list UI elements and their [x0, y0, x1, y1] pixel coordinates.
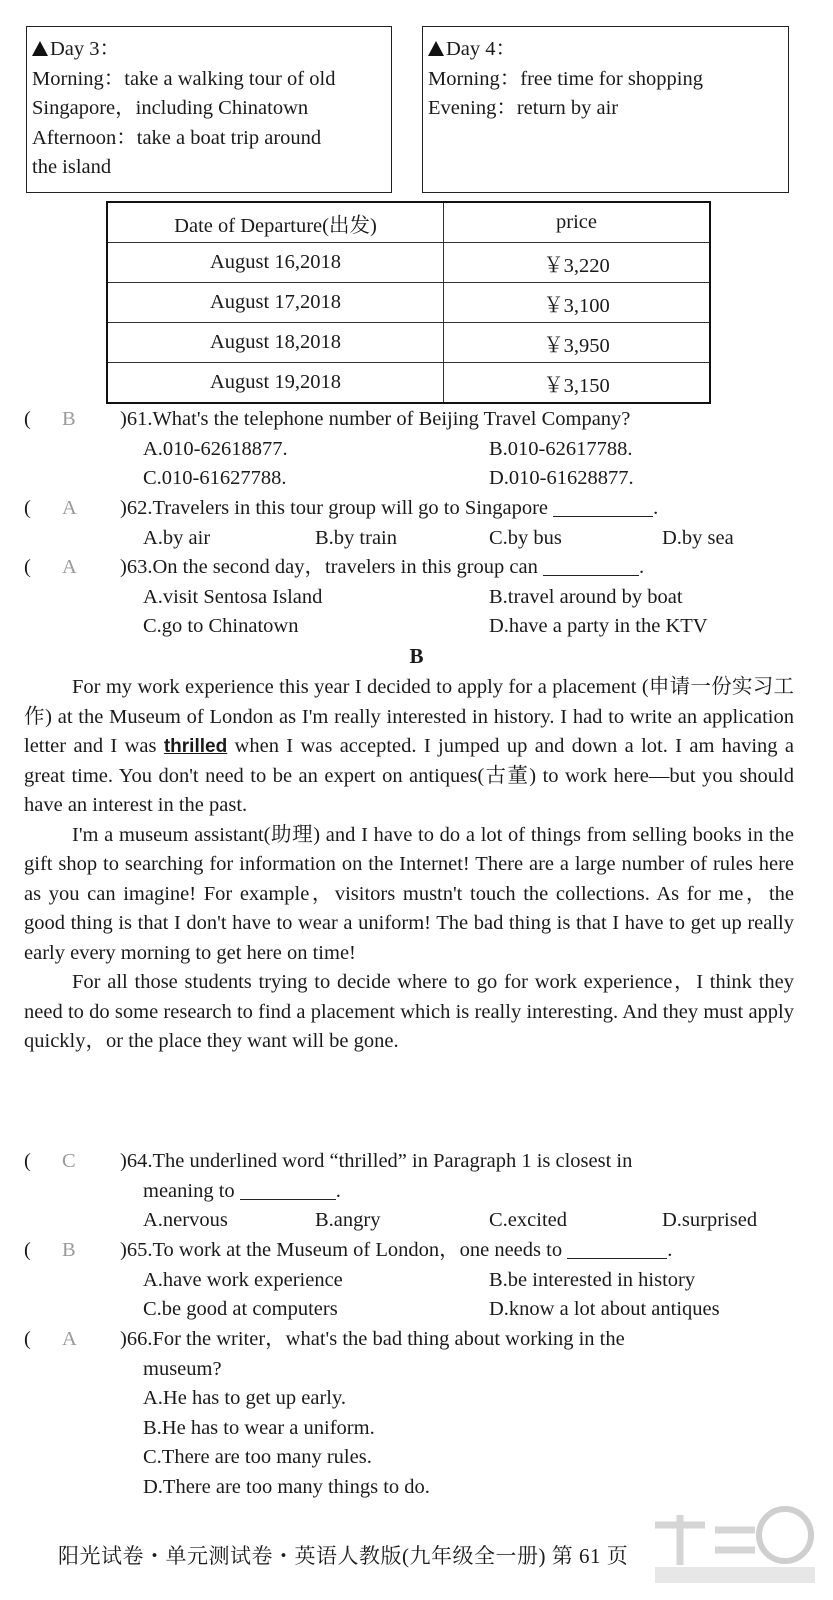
cell-date: August 18,2018 — [107, 323, 444, 363]
answer-blank — [553, 496, 653, 517]
reading-passage — [24, 673, 794, 1057]
option-c: C.010-61627788. — [143, 467, 287, 489]
header-price: price — [444, 202, 711, 243]
question-stem: )66.For the writer，what's the bad thing about working in the — [120, 1328, 625, 1350]
question-stem-cont: museum? — [143, 1357, 222, 1380]
cell-price: ￥3,220 — [444, 243, 711, 283]
answer-mark: B — [62, 1239, 76, 1261]
underlined-word: thrilled — [163, 736, 228, 757]
question-stem: )65.To work at the Museum of London，one needs to . — [120, 1239, 673, 1261]
day3-line: Morning：take a walking tour of old — [32, 67, 336, 90]
option-d: D.by sea — [662, 526, 734, 549]
option-b: B.be interested in history — [489, 1268, 696, 1291]
option-d: D.know a lot about antiques — [489, 1298, 720, 1320]
answer-mark: A — [62, 1328, 77, 1350]
triangle-icon — [32, 41, 48, 56]
option-c: C.There are too many rules. — [143, 1446, 372, 1468]
option-c: C.go to Chinatown — [143, 615, 299, 637]
day3-title: Day 3： — [32, 35, 387, 65]
answer-mark: C — [62, 1150, 76, 1172]
option-d: D.There are too many things to do. — [143, 1475, 430, 1498]
paren-open: ( — [24, 1239, 31, 1261]
triangle-icon — [428, 41, 444, 56]
answer-blank — [567, 1238, 667, 1259]
option-a: A.He has to get up early. — [143, 1387, 347, 1409]
paragraph-2: I'm a museum assistant(助理) and I have to do a lot of things from selling books in the gift shop to searching for information on the Internet! There are a large number of rules here as you can imagine! For example，visitors mustn't touch the collections. As for me，the good thing is that I don't have to wear a uniform! The bad thing is that I have to get up really early every morning to get here on time! — [24, 823, 794, 964]
cell-price: ￥3,100 — [444, 283, 711, 323]
option-c: C.excited — [489, 1209, 567, 1231]
answer-blank — [240, 1179, 336, 1200]
answer-mark: A — [62, 497, 77, 519]
cell-date: August 19,2018 — [107, 363, 444, 404]
header-date: Date of Departure(出发) — [107, 202, 444, 243]
option-c: C.be good at computers — [143, 1298, 338, 1320]
option-a: A.nervous — [143, 1209, 228, 1231]
table-header-row — [107, 202, 710, 243]
option-b: B.He has to wear a uniform. — [143, 1416, 375, 1439]
table-row — [107, 243, 710, 283]
day3-line: Afternoon：take a boat trip around — [32, 126, 322, 149]
watermark-logo-icon — [645, 1505, 825, 1590]
answer-mark: B — [62, 408, 76, 430]
page-footer: 阳光试卷・单元测试卷・英语人教版(九年级全一册) 第 61 页 — [58, 1544, 629, 1568]
day4-box — [422, 26, 789, 193]
table-row — [107, 363, 710, 404]
cell-date: August 17,2018 — [107, 283, 444, 323]
option-a: A.by air — [143, 526, 211, 549]
option-b: B.angry — [315, 1209, 381, 1231]
option-d: D.have a party in the KTV — [489, 615, 708, 637]
question-stem: )64.The underlined word “thrilled” in Paragraph 1 is closest in — [120, 1150, 633, 1172]
question-66 — [24, 1325, 814, 1502]
paren-open: ( — [24, 1150, 31, 1172]
paren-open: ( — [24, 408, 31, 430]
paren-open: ( — [24, 1328, 31, 1350]
day3-line: Singapore，including Chinatown — [32, 97, 309, 119]
option-a: A.have work experience — [143, 1268, 343, 1291]
cell-price: ￥3,150 — [444, 363, 711, 404]
price-table — [106, 201, 711, 404]
option-b: B.travel around by boat — [489, 585, 683, 608]
answer-mark: A — [62, 556, 77, 578]
question-stem: )63.On the second day，travelers in this group can . — [120, 556, 645, 578]
paragraph-3: For all those students trying to decide where to go for work experience，I think they need to do some research to find a placement which is really interesting. And they must apply quickly，or the place they want will be gone. — [24, 971, 794, 1052]
section-title: B — [409, 644, 424, 668]
table-row — [107, 283, 710, 323]
question-63 — [24, 553, 814, 642]
day4-line: Evening：return by air — [428, 97, 619, 119]
table-row — [107, 323, 710, 363]
question-stem: )61.What's the telephone number of Beijing Travel Company? — [120, 408, 631, 430]
question-stem: )62.Travelers in this tour group will go to Singapore . — [120, 497, 659, 519]
question-61 — [24, 405, 814, 494]
question-65 — [24, 1236, 814, 1325]
option-a: A.010-62618877. — [143, 437, 288, 460]
day4-title: Day 4： — [428, 35, 784, 65]
question-64 — [24, 1147, 814, 1236]
paragraph-1: For my work experience this year I decided to apply for a placement (申请一份实习工作) at the Museum of London as I'm really interested in history. I had to write an application letter and I was thrilled when I was accepted. I jumped up and down a lot. I am having a great time. You don't need to be an expert on antiques(古董) to work here—but you should have an interest in the past. — [24, 676, 795, 816]
option-a: A.visit Sentosa Island — [143, 585, 323, 608]
paren-open: ( — [24, 497, 31, 519]
answer-blank — [543, 555, 639, 576]
option-d: D.surprised — [662, 1209, 758, 1231]
option-c: C.by bus — [489, 526, 562, 549]
option-d: D.010-61628877. — [489, 467, 634, 489]
option-b: B.by train — [315, 526, 397, 549]
option-b: B.010-62617788. — [489, 437, 633, 460]
day4-line: Morning：free time for shopping — [428, 67, 703, 90]
question-stem-cont: meaning to . — [143, 1179, 341, 1202]
day3-box — [26, 26, 392, 193]
cell-date: August 16,2018 — [107, 243, 444, 283]
paren-open: ( — [24, 556, 31, 578]
cell-price: ￥3,950 — [444, 323, 711, 363]
day3-line: the island — [32, 156, 112, 178]
question-62 — [24, 494, 814, 553]
